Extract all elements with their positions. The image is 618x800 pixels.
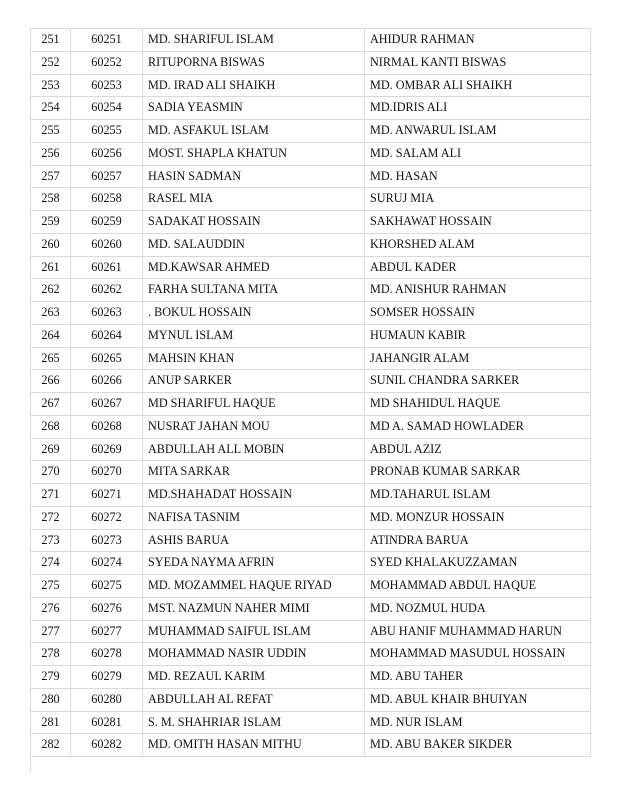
serial-number-cell: 256 bbox=[31, 142, 71, 165]
table-row bbox=[31, 120, 591, 143]
roll-number-cell: 60266 bbox=[71, 370, 143, 393]
table-row bbox=[31, 575, 591, 598]
table-row bbox=[31, 529, 591, 552]
table-row bbox=[31, 165, 591, 188]
table-row bbox=[31, 51, 591, 74]
roll-number-cell: 60276 bbox=[71, 597, 143, 620]
table-row bbox=[31, 256, 591, 279]
serial-number-cell: 264 bbox=[31, 324, 71, 347]
roll-number-cell: 60279 bbox=[71, 666, 143, 689]
student-name-cell: MOST. SHAPLA KHATUN bbox=[143, 142, 365, 165]
student-name-cell: MD SHARIFUL HAQUE bbox=[143, 393, 365, 416]
table-row bbox=[31, 666, 591, 689]
father-name-cell: KHORSHED ALAM bbox=[365, 233, 591, 256]
student-name-cell: ANUP SARKER bbox=[143, 370, 365, 393]
serial-number-cell: 260 bbox=[31, 233, 71, 256]
father-name-cell: SYED KHALAKUZZAMAN bbox=[365, 552, 591, 575]
father-name-cell: MD.IDRIS ALI bbox=[365, 97, 591, 120]
father-name-cell: MD. ANWARUL ISLAM bbox=[365, 120, 591, 143]
roll-number-cell: 60252 bbox=[71, 51, 143, 74]
father-name-cell: MOHAMMAD MASUDUL HOSSAIN bbox=[365, 643, 591, 666]
serial-number-cell: 266 bbox=[31, 370, 71, 393]
student-name-cell: MD.KAWSAR AHMED bbox=[143, 256, 365, 279]
roll-number-cell: 60273 bbox=[71, 529, 143, 552]
roll-number-cell: 60261 bbox=[71, 256, 143, 279]
student-name-cell: MD.SHAHADAT HOSSAIN bbox=[143, 484, 365, 507]
table-row bbox=[31, 597, 591, 620]
roll-number-cell: 60274 bbox=[71, 552, 143, 575]
table-row bbox=[31, 552, 591, 575]
student-name-cell: ABDULLAH AL REFAT bbox=[143, 688, 365, 711]
student-name-cell: SYEDA NAYMA AFRIN bbox=[143, 552, 365, 575]
student-name-cell: ABDULLAH ALL MOBIN bbox=[143, 438, 365, 461]
table-row bbox=[31, 279, 591, 302]
roll-number-cell: 60271 bbox=[71, 484, 143, 507]
table-row bbox=[31, 506, 591, 529]
father-name-cell: MD.TAHARUL ISLAM bbox=[365, 484, 591, 507]
student-name-cell: MOHAMMAD NASIR UDDIN bbox=[143, 643, 365, 666]
father-name-cell: ABU HANIF MUHAMMAD HARUN bbox=[365, 620, 591, 643]
table-row bbox=[31, 688, 591, 711]
table-row bbox=[31, 734, 591, 757]
serial-number-cell: 271 bbox=[31, 484, 71, 507]
student-name-cell: RASEL MIA bbox=[143, 188, 365, 211]
father-name-cell: ABDUL AZIZ bbox=[365, 438, 591, 461]
roll-number-cell: 60267 bbox=[71, 393, 143, 416]
roll-number-cell: 60277 bbox=[71, 620, 143, 643]
table-row bbox=[31, 324, 591, 347]
serial-number-cell: 280 bbox=[31, 688, 71, 711]
serial-number-cell: 265 bbox=[31, 347, 71, 370]
table-row bbox=[31, 643, 591, 666]
father-name-cell: MD. NOZMUL HUDA bbox=[365, 597, 591, 620]
serial-number-cell: 253 bbox=[31, 74, 71, 97]
roll-number-cell: 60269 bbox=[71, 438, 143, 461]
father-name-cell: MD. SALAM ALI bbox=[365, 142, 591, 165]
roll-number-cell: 60257 bbox=[71, 165, 143, 188]
roll-number-cell: 60251 bbox=[71, 29, 143, 52]
student-name-cell: NUSRAT JAHAN MOU bbox=[143, 415, 365, 438]
father-name-cell: SURUJ MIA bbox=[365, 188, 591, 211]
roll-number-cell: 60258 bbox=[71, 188, 143, 211]
table-row bbox=[31, 438, 591, 461]
serial-number-cell: 259 bbox=[31, 211, 71, 234]
serial-number-cell: 281 bbox=[31, 711, 71, 734]
father-name-cell: PRONAB KUMAR SARKAR bbox=[365, 461, 591, 484]
roll-number-cell: 60270 bbox=[71, 461, 143, 484]
student-name-cell: SADIA YEASMIN bbox=[143, 97, 365, 120]
serial-number-cell: 268 bbox=[31, 415, 71, 438]
roster-table bbox=[30, 28, 591, 757]
serial-number-cell: 254 bbox=[31, 97, 71, 120]
roll-number-cell: 60282 bbox=[71, 734, 143, 757]
roll-number-cell: 60253 bbox=[71, 74, 143, 97]
student-name-cell: ASHIS BARUA bbox=[143, 529, 365, 552]
roll-number-cell: 60272 bbox=[71, 506, 143, 529]
student-name-cell: RITUPORNA BISWAS bbox=[143, 51, 365, 74]
father-name-cell: MD. ABU TAHER bbox=[365, 666, 591, 689]
roll-number-cell: 60254 bbox=[71, 97, 143, 120]
serial-number-cell: 272 bbox=[31, 506, 71, 529]
student-name-cell: MD. MOZAMMEL HAQUE RIYAD bbox=[143, 575, 365, 598]
serial-number-cell: 273 bbox=[31, 529, 71, 552]
table-row bbox=[31, 415, 591, 438]
father-name-cell: MD A. SAMAD HOWLADER bbox=[365, 415, 591, 438]
student-name-cell: MD. OMITH HASAN MITHU bbox=[143, 734, 365, 757]
table-row bbox=[31, 211, 591, 234]
table-continuation-line bbox=[30, 756, 31, 772]
serial-number-cell: 257 bbox=[31, 165, 71, 188]
serial-number-cell: 269 bbox=[31, 438, 71, 461]
father-name-cell: JAHANGIR ALAM bbox=[365, 347, 591, 370]
student-name-cell: MYNUL ISLAM bbox=[143, 324, 365, 347]
father-name-cell: ATINDRA BARUA bbox=[365, 529, 591, 552]
serial-number-cell: 279 bbox=[31, 666, 71, 689]
father-name-cell: MD. ABU BAKER SIKDER bbox=[365, 734, 591, 757]
student-name-cell: MAHSIN KHAN bbox=[143, 347, 365, 370]
roll-number-cell: 60263 bbox=[71, 302, 143, 325]
father-name-cell: MD. ANISHUR RAHMAN bbox=[365, 279, 591, 302]
father-name-cell: SUNIL CHANDRA SARKER bbox=[365, 370, 591, 393]
student-name-cell: NAFISA TASNIM bbox=[143, 506, 365, 529]
roll-number-cell: 60262 bbox=[71, 279, 143, 302]
father-name-cell: MD. HASAN bbox=[365, 165, 591, 188]
table-row bbox=[31, 393, 591, 416]
serial-number-cell: 263 bbox=[31, 302, 71, 325]
serial-number-cell: 267 bbox=[31, 393, 71, 416]
roll-number-cell: 60264 bbox=[71, 324, 143, 347]
student-name-cell: MD. SHARIFUL ISLAM bbox=[143, 29, 365, 52]
roll-number-cell: 60275 bbox=[71, 575, 143, 598]
table-row bbox=[31, 711, 591, 734]
father-name-cell: NIRMAL KANTI BISWAS bbox=[365, 51, 591, 74]
roll-number-cell: 60281 bbox=[71, 711, 143, 734]
student-name-cell: MITA SARKAR bbox=[143, 461, 365, 484]
roll-number-cell: 60268 bbox=[71, 415, 143, 438]
student-name-cell: MST. NAZMUN NAHER MIMI bbox=[143, 597, 365, 620]
father-name-cell: MD. OMBAR ALI SHAIKH bbox=[365, 74, 591, 97]
table-row bbox=[31, 188, 591, 211]
serial-number-cell: 251 bbox=[31, 29, 71, 52]
father-name-cell: SAKHAWAT HOSSAIN bbox=[365, 211, 591, 234]
roll-number-cell: 60259 bbox=[71, 211, 143, 234]
father-name-cell: MD. MONZUR HOSSAIN bbox=[365, 506, 591, 529]
table-row bbox=[31, 370, 591, 393]
student-name-cell: MD. REZAUL KARIM bbox=[143, 666, 365, 689]
father-name-cell: MD. ABUL KHAIR BHUIYAN bbox=[365, 688, 591, 711]
table-row bbox=[31, 461, 591, 484]
student-name-cell: FARHA SULTANA MITA bbox=[143, 279, 365, 302]
roster-body bbox=[31, 29, 591, 757]
roll-number-cell: 60256 bbox=[71, 142, 143, 165]
table-row bbox=[31, 142, 591, 165]
roll-number-cell: 60278 bbox=[71, 643, 143, 666]
student-name-cell: SADAKAT HOSSAIN bbox=[143, 211, 365, 234]
serial-number-cell: 276 bbox=[31, 597, 71, 620]
serial-number-cell: 262 bbox=[31, 279, 71, 302]
student-name-cell: MD. IRAD ALI SHAIKH bbox=[143, 74, 365, 97]
student-name-cell: MUHAMMAD SAIFUL ISLAM bbox=[143, 620, 365, 643]
father-name-cell: MOHAMMAD ABDUL HAQUE bbox=[365, 575, 591, 598]
table-row bbox=[31, 302, 591, 325]
serial-number-cell: 278 bbox=[31, 643, 71, 666]
father-name-cell: SOMSER HOSSAIN bbox=[365, 302, 591, 325]
table-row bbox=[31, 97, 591, 120]
father-name-cell: ABDUL KADER bbox=[365, 256, 591, 279]
table-row bbox=[31, 233, 591, 256]
roll-number-cell: 60280 bbox=[71, 688, 143, 711]
roll-number-cell: 60260 bbox=[71, 233, 143, 256]
serial-number-cell: 258 bbox=[31, 188, 71, 211]
serial-number-cell: 270 bbox=[31, 461, 71, 484]
student-name-cell: MD. ASFAKUL ISLAM bbox=[143, 120, 365, 143]
serial-number-cell: 277 bbox=[31, 620, 71, 643]
serial-number-cell: 274 bbox=[31, 552, 71, 575]
student-name-cell: HASIN SADMAN bbox=[143, 165, 365, 188]
father-name-cell: AHIDUR RAHMAN bbox=[365, 29, 591, 52]
table-row bbox=[31, 347, 591, 370]
table-row bbox=[31, 29, 591, 52]
serial-number-cell: 282 bbox=[31, 734, 71, 757]
table-row bbox=[31, 74, 591, 97]
table-row bbox=[31, 620, 591, 643]
roll-number-cell: 60265 bbox=[71, 347, 143, 370]
student-name-cell: MD. SALAUDDIN bbox=[143, 233, 365, 256]
serial-number-cell: 252 bbox=[31, 51, 71, 74]
father-name-cell: MD SHAHIDUL HAQUE bbox=[365, 393, 591, 416]
father-name-cell: MD. NUR ISLAM bbox=[365, 711, 591, 734]
serial-number-cell: 255 bbox=[31, 120, 71, 143]
roll-number-cell: 60255 bbox=[71, 120, 143, 143]
father-name-cell: HUMAUN KABIR bbox=[365, 324, 591, 347]
student-name-cell: . BOKUL HOSSAIN bbox=[143, 302, 365, 325]
student-name-cell: S. M. SHAHRIAR ISLAM bbox=[143, 711, 365, 734]
table-row bbox=[31, 484, 591, 507]
serial-number-cell: 261 bbox=[31, 256, 71, 279]
serial-number-cell: 275 bbox=[31, 575, 71, 598]
